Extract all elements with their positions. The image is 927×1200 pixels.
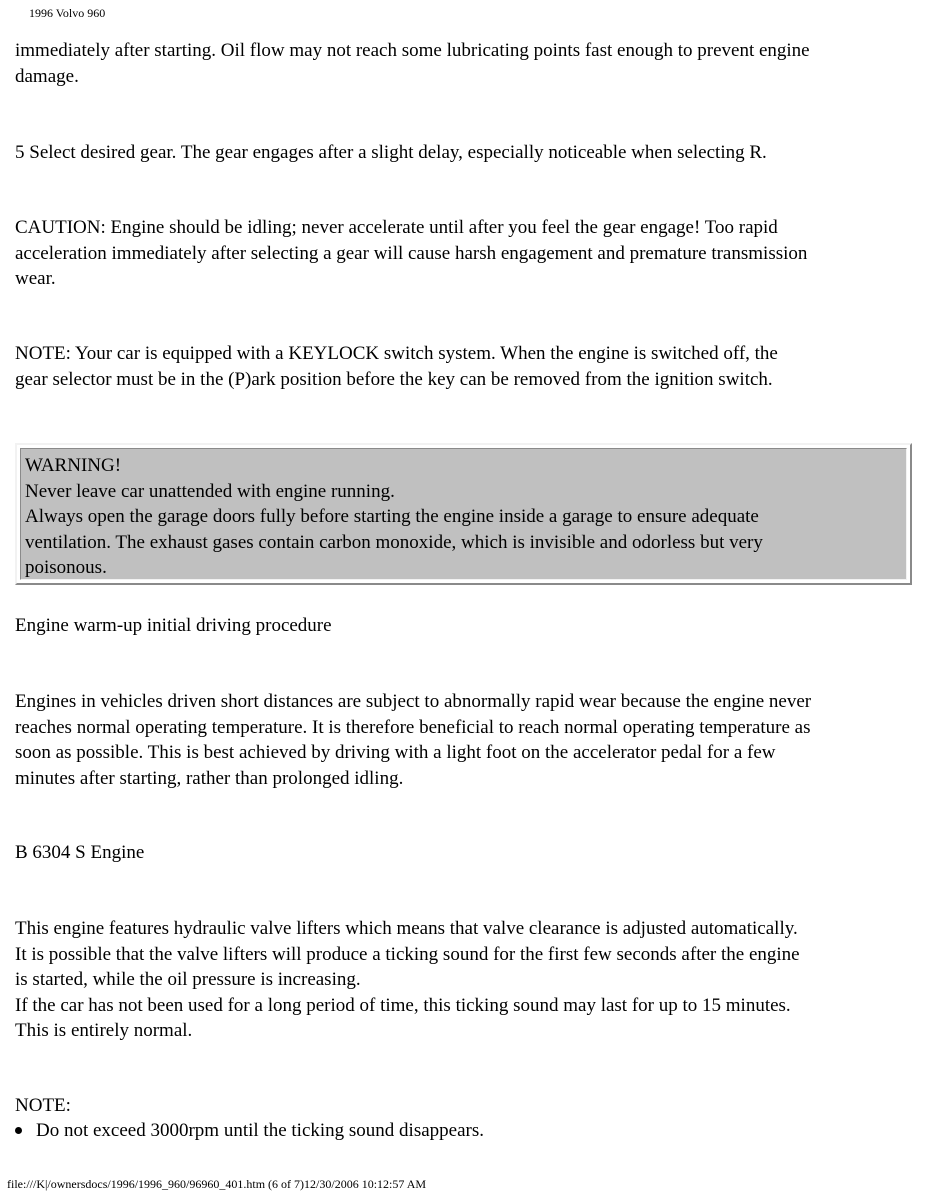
- paragraph-line: wear.: [15, 268, 56, 289]
- heading-text: B 6304 S Engine: [15, 842, 145, 863]
- paragraph-caution: [15, 215, 912, 292]
- paragraph-line: It is possible that the valve lifters will produce a ticking sound for the first few seconds after the engine: [15, 943, 800, 965]
- paragraph-line: damage.: [15, 65, 79, 87]
- heading-text: Engine warm-up initial driving procedure: [15, 615, 332, 636]
- paragraph-line: immediately after starting. Oil flow may not reach some lubricating points fast enough to prevent engine: [15, 40, 810, 61]
- paragraph-line: Engines in vehicles driven short distances are subject to abnormally rapid wear because the engine never: [15, 691, 812, 712]
- paragraph-line: If the car has not been used for a long period of time, this ticking sound may last for up to 15 minutes.: [15, 994, 791, 1016]
- note-label-text: NOTE:: [15, 1095, 71, 1116]
- paragraph-line: This is entirely normal.: [15, 1020, 193, 1041]
- warning-panel: [20, 448, 907, 580]
- paragraph-line: This engine features hydraulic valve lifters which means that valve clearance is adjusted automatically.: [15, 918, 798, 939]
- section-heading-engine: [15, 840, 912, 866]
- paragraph-line: reaches normal operating temperature. It is therefore beneficial to reach normal operating temperature as: [15, 716, 811, 738]
- paragraph-line: gear selector must be in the (P)ark position before the key can be removed from the ignition switch.: [15, 368, 773, 390]
- warning-box: [15, 443, 912, 585]
- paragraph-line: CAUTION: Engine should be idling; never accelerate until after you feel the gear engage! Too rapid: [15, 217, 778, 238]
- paragraph-line: is started, while the oil pressure is increasing.: [15, 969, 361, 990]
- section-heading-warmup: [15, 613, 912, 639]
- warning-line: ventilation. The exhaust gases contain carbon monoxide, which is invisible and odorless but very: [25, 531, 763, 553]
- warning-line: poisonous.: [25, 557, 107, 578]
- paragraph-warmup: [15, 689, 912, 791]
- bullet-list-item: [15, 1118, 484, 1144]
- bullet-text: Do not exceed 3000rpm until the ticking sound disappears.: [36, 1120, 484, 1141]
- document-footer-path: file:///K|/ownersdocs/1996/1996_960/96960_401.htm (6 of 7)12/30/2006 10:12:57 AM: [7, 1177, 427, 1191]
- paragraph-line: minutes after starting, rather than prolonged idling.: [15, 767, 404, 789]
- warning-title: WARNING!: [25, 455, 122, 476]
- warning-line: Always open the garage doors fully before starting the engine inside a garage to ensure adequate: [25, 506, 759, 527]
- final-note-label: [15, 1093, 912, 1119]
- paragraph-line: soon as possible. This is best achieved by driving with a light foot on the accelerator pedal for a few: [15, 742, 776, 763]
- warning-line: Never leave car unattended with engine running.: [25, 480, 395, 502]
- paragraph-line: acceleration immediately after selecting a gear will cause harsh engagement and premature transmission: [15, 242, 808, 264]
- paragraph-step-5: [15, 140, 912, 166]
- document-header-title: 1996 Volvo 960: [29, 6, 106, 20]
- paragraph-note-keylock: [15, 341, 912, 392]
- bullet-icon: [15, 1127, 22, 1134]
- paragraph-line: NOTE: Your car is equipped with a KEYLOCK switch system. When the engine is switched off, the: [15, 343, 778, 364]
- paragraph-continuation: [15, 38, 912, 89]
- paragraph-line: 5 Select desired gear. The gear engages after a slight delay, especially noticeable when selecting R.: [15, 142, 767, 163]
- paragraph-engine: [15, 916, 912, 1044]
